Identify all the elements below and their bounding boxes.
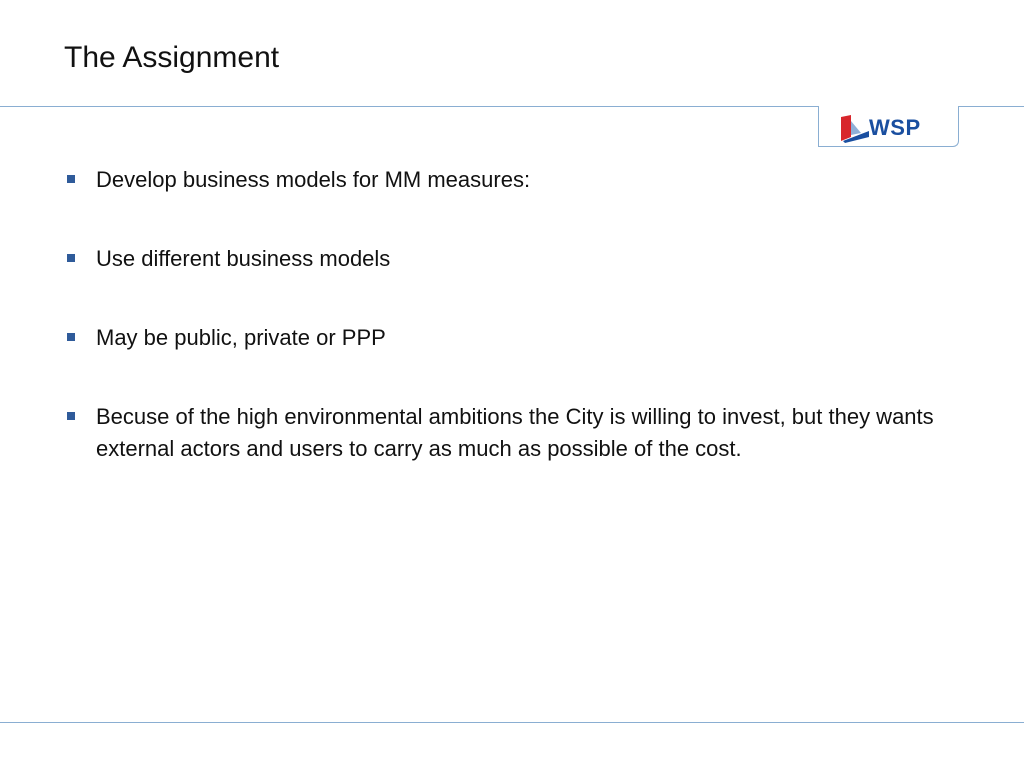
square-bullet-icon <box>67 254 75 262</box>
bullet-item <box>64 243 944 275</box>
square-bullet-icon <box>67 333 75 341</box>
wsp-logo <box>839 111 939 143</box>
bullet-text: May be public, private or PPP <box>96 325 386 350</box>
bullet-text: Use different business models <box>96 246 391 271</box>
bullet-text: Becuse of the high environmental ambitions the City is willing to invest, but they wants external actors and users to carry as much as possible of the cost. <box>96 404 934 461</box>
bullet-item <box>64 401 944 465</box>
footer-divider <box>0 722 1024 723</box>
bullet-item <box>64 322 944 354</box>
square-bullet-icon <box>67 175 75 183</box>
wsp-flag-icon <box>839 113 871 143</box>
bullet-text: Develop business models for MM measures: <box>96 167 531 192</box>
logo-text: WSP <box>869 115 921 140</box>
bullet-item <box>64 164 944 196</box>
logo-tab <box>818 106 959 147</box>
slide-title: The Assignment <box>64 41 280 74</box>
bullet-list <box>64 164 944 512</box>
square-bullet-icon <box>67 412 75 420</box>
